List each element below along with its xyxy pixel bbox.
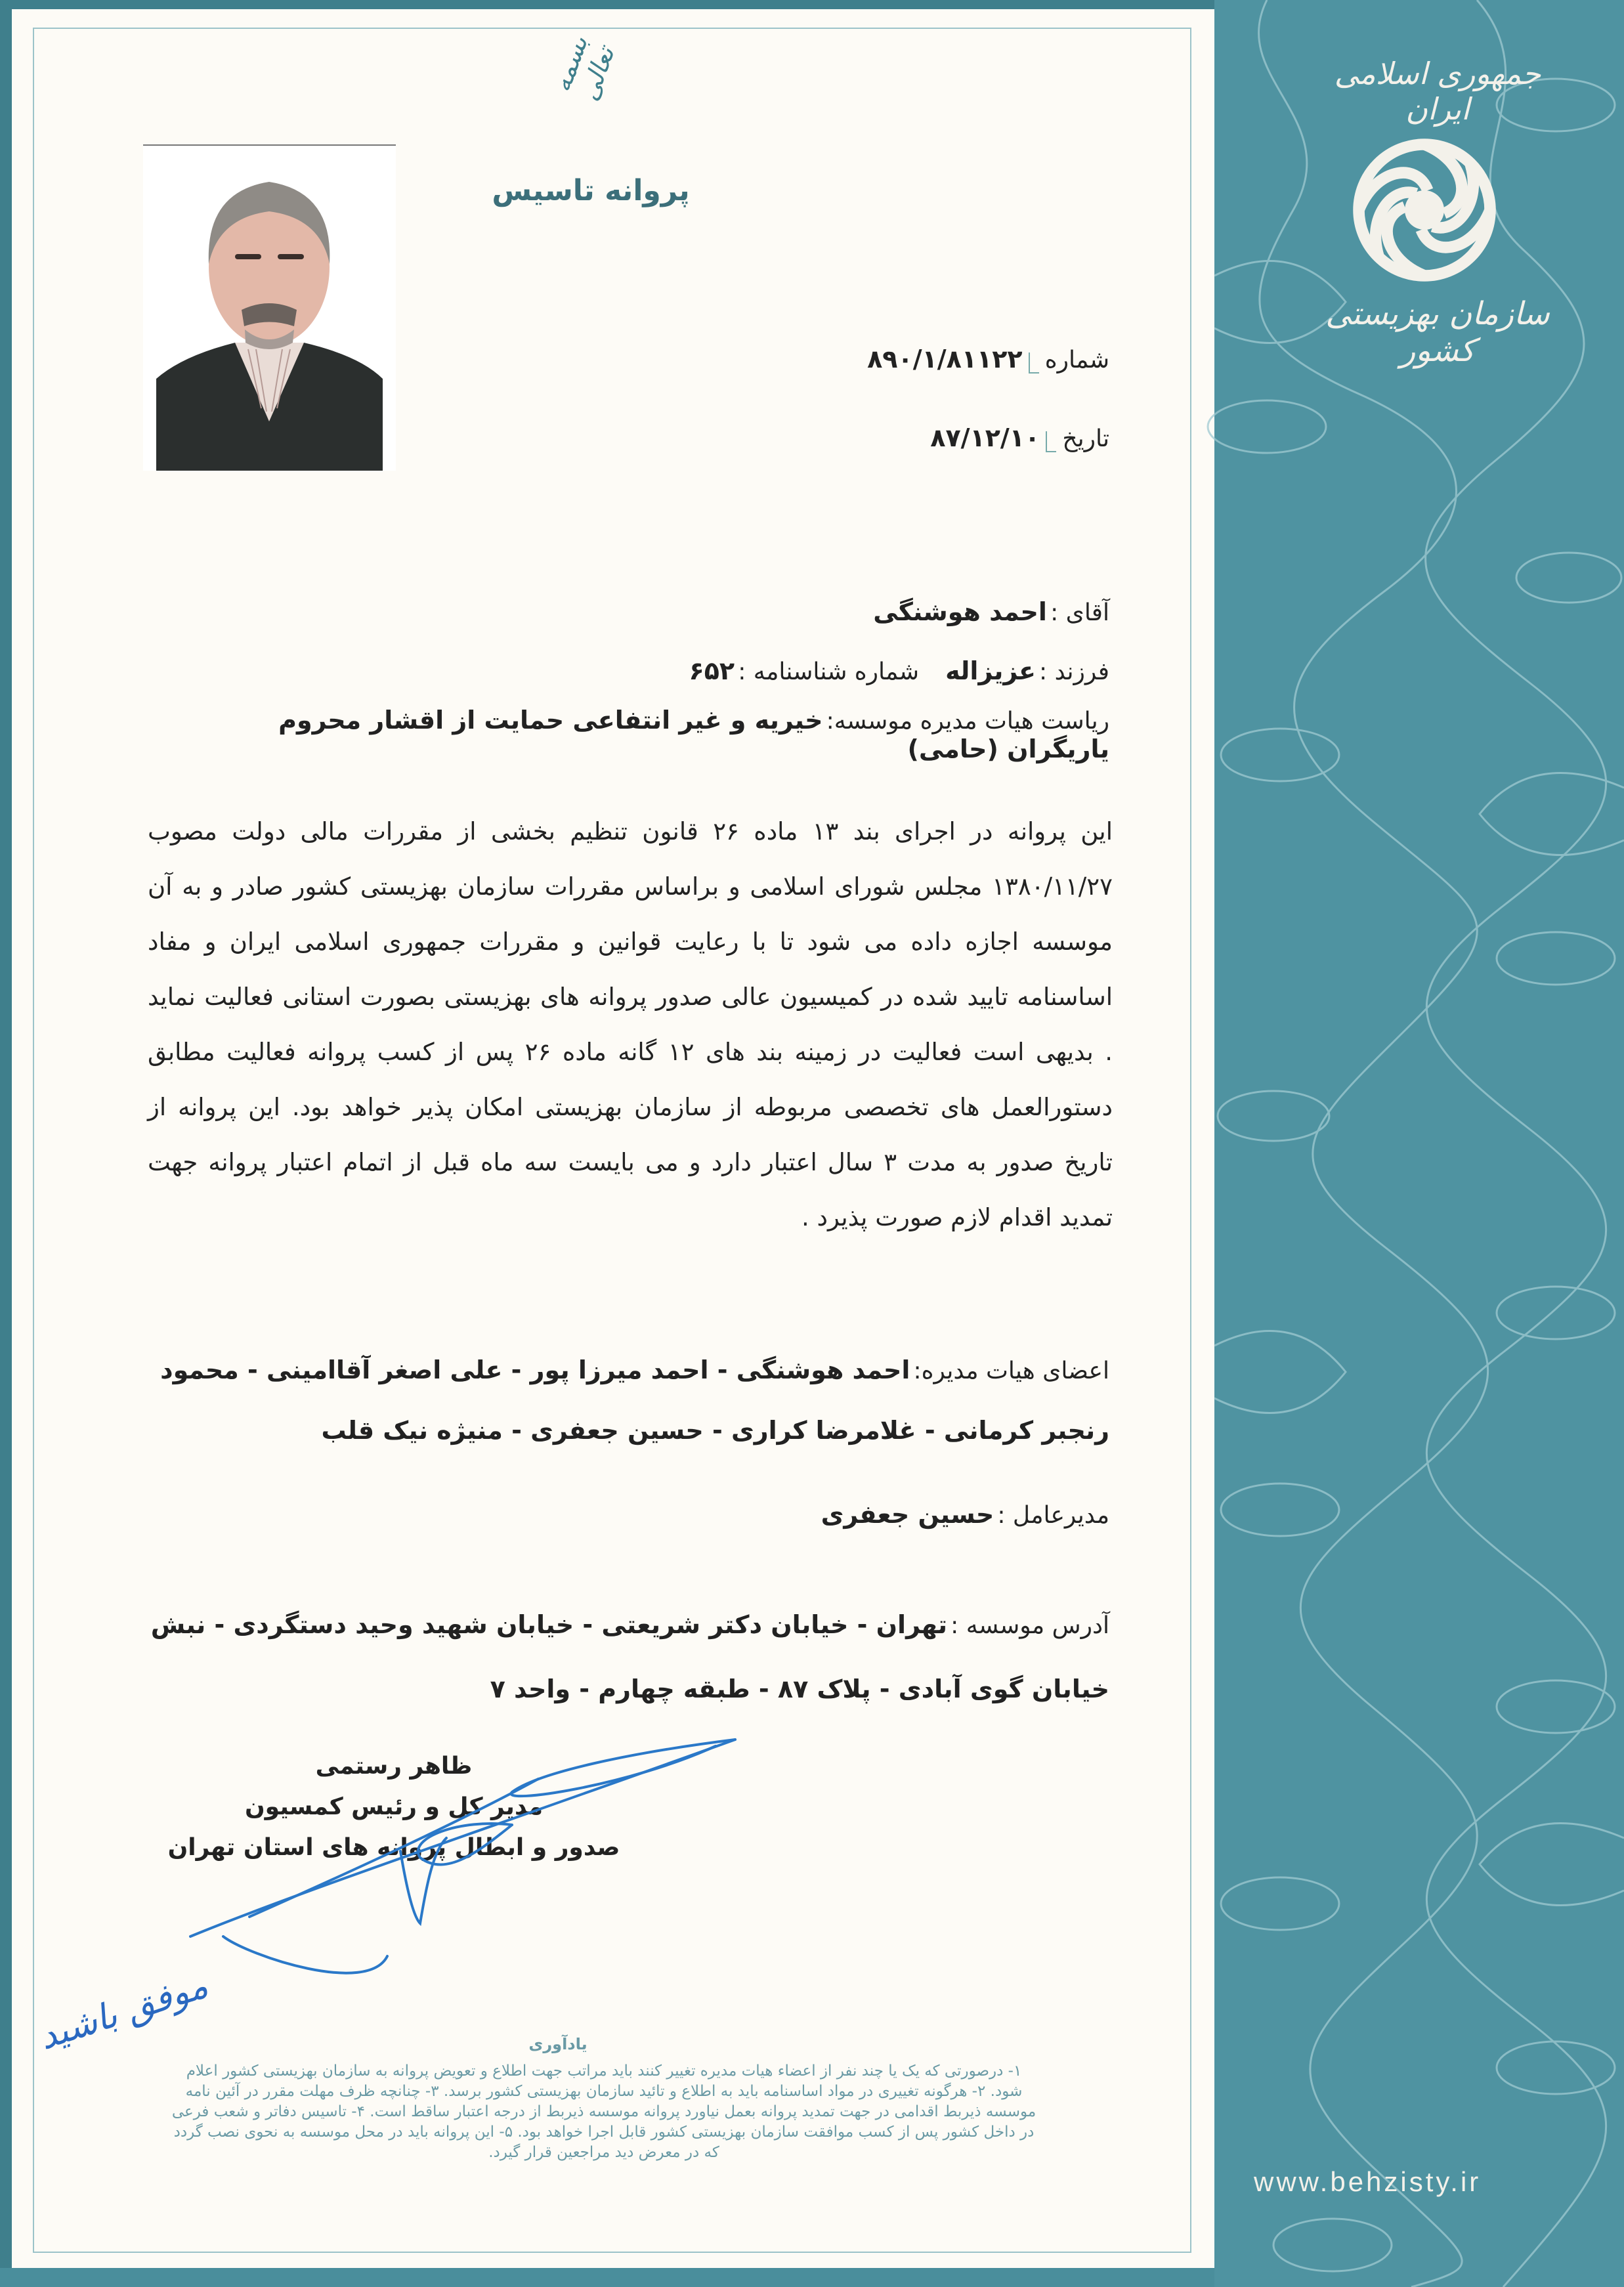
number-value: ۸۹۰/۱/۸۱۱۲۲ <box>867 345 1023 374</box>
id-value: ۶۵۲ <box>689 656 735 685</box>
ceo-row <box>591 1500 1109 1529</box>
field-mark-icon <box>1046 431 1056 452</box>
number-label: شماره <box>1044 347 1109 374</box>
address-label: آدرس موسسه : <box>951 1612 1109 1639</box>
holder-name: احمد هوشنگی <box>873 597 1047 626</box>
board-members: احمد هوشنگی - احمد میرزا پور - علی اصغر آقاامینی - محمود رنجبر کرمانی - غلامرضا کراری - حسین جعفری - منیژه نیک قلب <box>160 1356 1109 1445</box>
license-body: این پروانه در اجرای بند ۱۳ ماده ۲۶ قانون تنظیم بخشی از مقررات مالی دولت مصوب ۱۳۸۰/۱۱/۲۷ مجلس شورای اسلامی و براساس مقررات سازمان بهزیستی کشور صادر و به آن موسسه اجازه داده می شود تا با رعایت قوانین و مقررات جمهوری اسلامی ایران و مفاد اساسنامه تایید شده در کمیسیون عالی صدور پروانه های بهزیستی بصورت استانی فعالیت نماید . بدیهی است فعالیت در زمینه بند های ۱۲ گانه ماده ۲۶ پس از کسب پروانه فعالیت مطابق دستورالعمل های تخصصی مربوطه از سازمان بهزیستی امکان پذیر خواهد بود. این پروانه از تاریخ صدور به مدت ۳ سال اعتبار دارد و می بایست سه ماه قبل از اتمام اعتبار پروانه جهت تمدید اقدام لازم صورت پذیرد . <box>148 817 1113 1231</box>
signatory-name: ظاهر رستمی <box>315 1753 473 1780</box>
child-of-label: فرزند : <box>1039 658 1109 685</box>
behzisti-logo-icon <box>1342 128 1506 292</box>
side-panel <box>1214 0 1624 2287</box>
date-value: ۸۷/۱۲/۱۰ <box>930 423 1040 452</box>
number-row <box>722 345 1109 374</box>
institute-name: خیریه و غیر انتفاعی حمایت از اقشار محروم یاریگران (حامی) <box>278 706 1109 763</box>
certificate-title: پروانه تاسیس <box>492 174 690 207</box>
signatory-title-1: مدیر کل و رئیس کمسیون <box>244 1793 544 1820</box>
date-row <box>722 423 1109 452</box>
field-mark-icon <box>1029 353 1039 374</box>
frame-left-edge <box>0 0 12 2287</box>
basmala-calligraphy: بسمه تعالی <box>546 32 620 105</box>
ceo-label: مدیرعامل : <box>997 1502 1109 1529</box>
father-name: عزیزاله <box>945 656 1036 685</box>
address-value: تهران - خیابان دکتر شریعتی - خیابان شهید وحید دستگردی - نبش خیابان گوی آبادی - پلاک ۸۷ - طبقه چهارم - واحد ۷ <box>150 1610 1109 1703</box>
father-row <box>591 656 1109 685</box>
frame-top-edge <box>0 0 1214 9</box>
republic-caption: جمهوری اسلامی ایران <box>1334 56 1541 127</box>
notes-text: ۱- درصورتی که یک یا چند نفر از اعضاء هیات مدیره تغییر کنند باید مراتب جهت اطلاع و تعویض پروانه به سازمان بهزیستی کشور اعلام شود. ۲- هرگونه تغییری در مواد اساسنامه باید به اطلاع و تائید سازمان بهزیستی کشور برسد. ۳- چنانچه ظرف مهلت مقرر در آئین نامه موسسه ذیربط اقدامی در جهت تمدید پروانه بعمل نیاورد پروانه موسسه ذیربط از درجه اعتبار ساقط است. ۴- تاسیس دفاتر و شعب فرعی در داخل کشور پس از کسب موافقت سازمان بهزیستی کشور قابل اجرا خواهد بود. ۵- این پروانه باید در محل موسسه به نحوی نصب گردد که در معرض دید مراجعین قرار گیرد. <box>171 2063 1036 2161</box>
mr-label: آقای : <box>1050 599 1109 626</box>
organization-caption: سازمان بهزیستی کشور <box>1325 295 1550 369</box>
board-members-row <box>148 1342 1109 1463</box>
id-number-group <box>591 656 919 685</box>
portrait-icon <box>143 146 396 471</box>
handwritten-note: موفق باشید <box>33 1964 213 2058</box>
address-row <box>148 1595 1109 1724</box>
portrait-photo <box>143 144 396 471</box>
website-url: www.behzisty.ir <box>1254 2166 1482 2197</box>
board-label: اعضای هیات مدیره: <box>913 1357 1109 1384</box>
chair-row <box>197 706 1109 763</box>
date-label: تاریخ <box>1062 425 1109 452</box>
ceo-name: حسین جعفری <box>821 1500 994 1529</box>
signatory-title-2: صدور و ابطال پروانه های استان تهران <box>167 1834 620 1861</box>
notes-title: یادآوری <box>528 2035 588 2053</box>
frame-bottom-edge <box>0 2268 1214 2287</box>
id-label: شماره شناسنامه : <box>738 658 919 685</box>
chair-label: ریاست هیات مدیره موسسه: <box>826 708 1109 735</box>
holder-name-row <box>591 597 1109 626</box>
